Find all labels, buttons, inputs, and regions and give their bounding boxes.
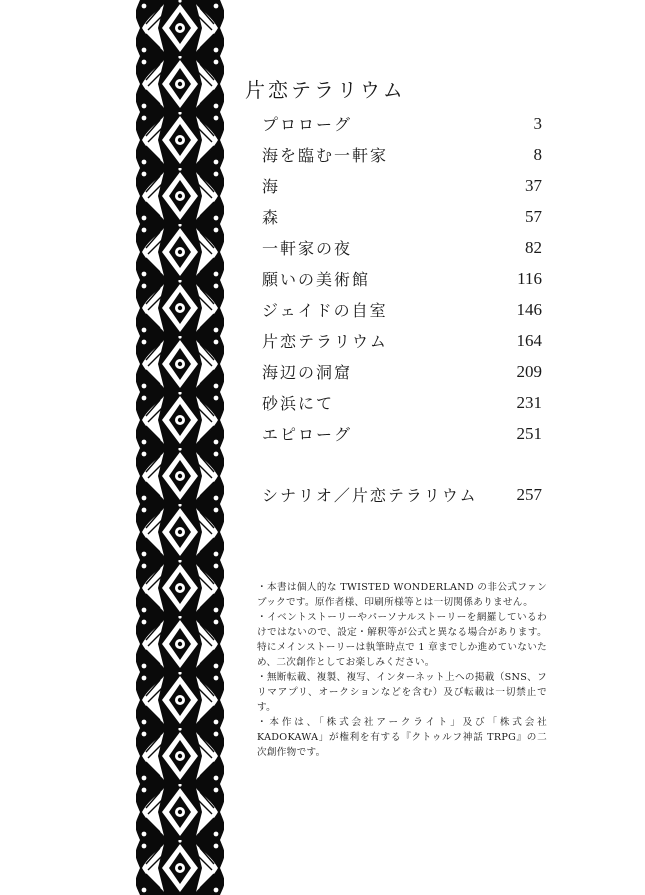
toc-entry: [262, 139, 542, 170]
toc-entry-page: 257: [516, 484, 542, 504]
toc-entry-page: 146: [516, 299, 542, 319]
table-of-contents: [262, 108, 542, 449]
toc-entry-title: エピローグ: [262, 425, 353, 444]
toc-entry-page: 57: [525, 206, 542, 226]
toc-entry-page: 209: [516, 361, 542, 381]
toc-entry-page: 231: [516, 392, 542, 412]
toc-entry-title: 願いの美術館: [262, 270, 371, 289]
toc-entry-title: 森: [262, 208, 281, 227]
toc-entry-page: 8: [533, 144, 542, 164]
toc-entry: [262, 387, 542, 418]
toc-entry: [262, 479, 542, 510]
toc-entry: [262, 294, 542, 325]
book-title: 片恋テラリウム: [245, 78, 406, 102]
toc-entry: [262, 108, 542, 139]
toc-entry-title: 一軒家の夜: [262, 239, 353, 258]
lace-border-decoration: [136, 0, 224, 895]
toc-entry-title: ジェイドの自室: [262, 301, 388, 320]
toc-entry: [262, 356, 542, 387]
disclaimer-note: ・本書は個人的な TWISTED WONDERLAND の非公式ファンブックです。原作者様、印刷所様等とは一切関係ありません。: [257, 582, 547, 608]
toc-entry-title: プロローグ: [262, 115, 353, 134]
toc-entry-title: シナリオ／片恋テラリウム: [262, 486, 478, 505]
toc-entry: [262, 325, 542, 356]
toc-entry-title: 海を臨む一軒家: [262, 146, 389, 165]
toc-scenario-entry: [262, 479, 542, 510]
toc-entry: [262, 263, 542, 294]
toc-entry: [262, 418, 542, 449]
toc-entry-title: 海: [262, 177, 281, 196]
toc-entry-page: 116: [517, 268, 542, 288]
toc-entry-title: 海辺の洞窟: [262, 363, 353, 382]
disclaimer-note: ・本作は、「株式会社アークライト」及び「株式会社 KADOKAWA」が権利を有する『クトゥルフ神話 TRPG』の二次創作物です。: [257, 717, 547, 758]
disclaimer-notes: [257, 580, 547, 760]
disclaimer-note: ・無断転載、複製、複写、インターネット上への掲載（SNS、フリマアプリ、オークションなどを含む）及び転載は一切禁止です。: [257, 672, 547, 713]
toc-entry-page: 82: [525, 237, 542, 257]
toc-entry: [262, 170, 542, 201]
toc-entry: [262, 201, 542, 232]
toc-entry-title: 砂浜にて: [262, 394, 335, 413]
toc-entry-page: 251: [516, 423, 542, 443]
toc-entry-page: 3: [533, 113, 542, 133]
disclaimer-note: ・イベントストーリーやパーソナルストーリーを網羅しているわけではないので、設定・解釈等が公式と異なる場合があります。特にメインストーリーは執筆時点で 1 章までしか進めていないため、二次創作としてお楽しみください。: [257, 612, 547, 668]
toc-entry-title: 片恋テラリウム: [262, 332, 388, 351]
toc-entry-page: 37: [525, 175, 542, 195]
toc-entry-page: 164: [516, 330, 542, 350]
toc-entry: [262, 232, 542, 263]
